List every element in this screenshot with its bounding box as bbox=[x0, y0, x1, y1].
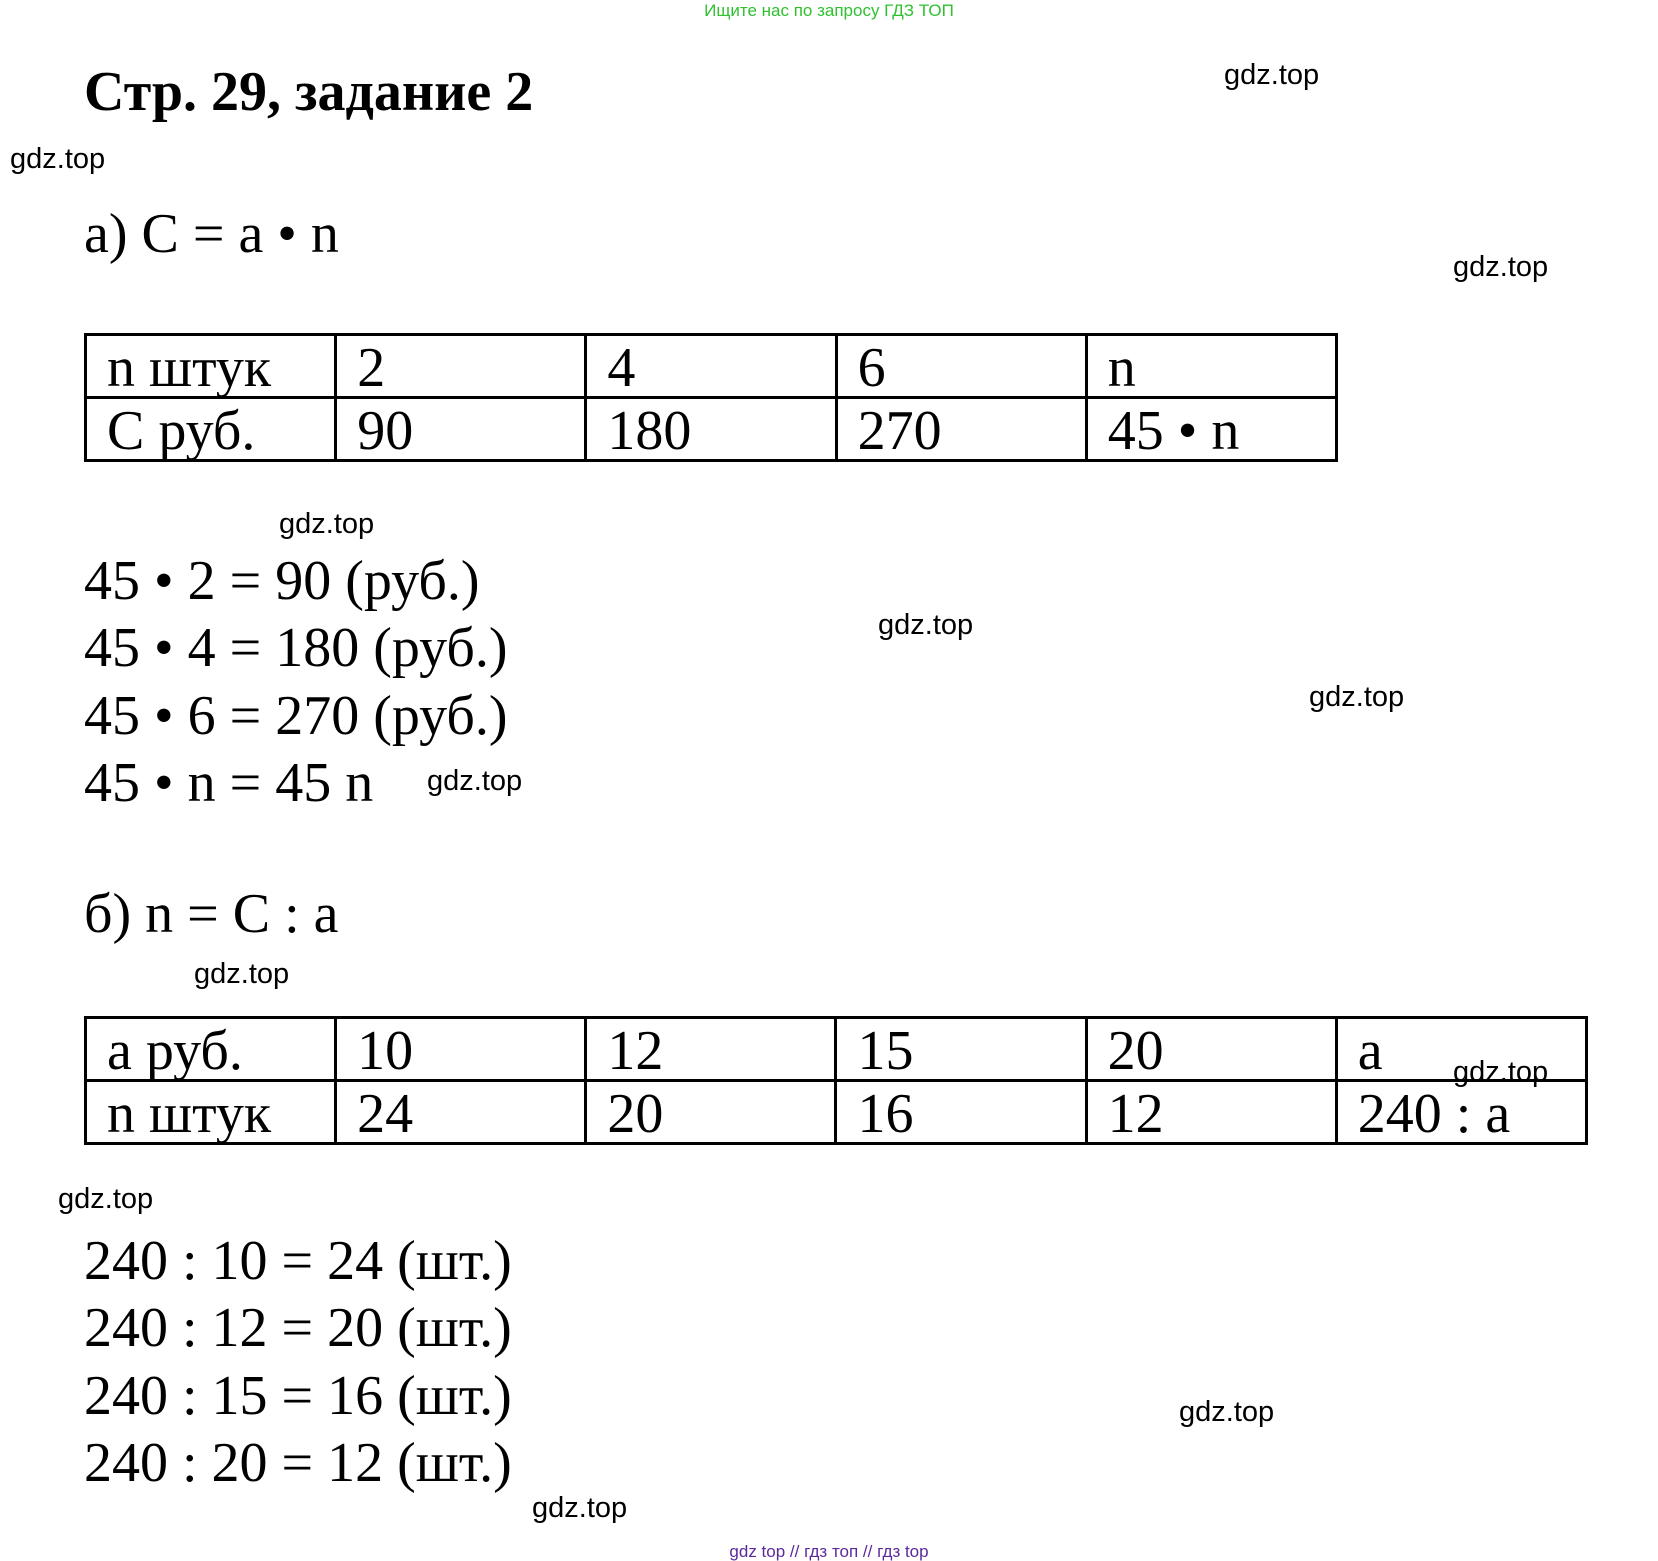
calculation-line: 45 • 2 = 90 (руб.) bbox=[84, 550, 480, 612]
table-cell: а bbox=[1336, 1018, 1586, 1081]
watermark: gdz.top bbox=[1453, 251, 1549, 283]
part-a-formula: а) С = а • n bbox=[84, 203, 339, 265]
table-cell: 270 bbox=[836, 398, 1086, 461]
table-cell: 4 bbox=[586, 335, 836, 398]
table-cell: 24 bbox=[336, 1081, 586, 1144]
footer-watermark: gdz top // гдз топ // гдз top bbox=[729, 1542, 929, 1561]
calculation-line: 240 : 10 = 24 (шт.) bbox=[84, 1230, 512, 1292]
table-row bbox=[86, 1018, 1587, 1081]
table-row bbox=[86, 1081, 1587, 1144]
table-cell: 90 bbox=[336, 398, 586, 461]
table-cell: 15 bbox=[836, 1018, 1086, 1081]
table-cell: 2 bbox=[336, 335, 586, 398]
table-cell: n штук bbox=[86, 1081, 336, 1144]
part-a-table bbox=[84, 333, 1338, 462]
part-b-table bbox=[84, 1016, 1588, 1145]
calculation-line: 240 : 12 = 20 (шт.) bbox=[84, 1297, 512, 1359]
table-cell: а руб. bbox=[86, 1018, 336, 1081]
watermark: gdz.top bbox=[427, 765, 523, 797]
table-row bbox=[86, 398, 1337, 461]
page-title: Стр. 29, задание 2 bbox=[84, 61, 534, 123]
calculation-line: 45 • 4 = 180 (руб.) bbox=[84, 617, 508, 679]
table-cell: 6 bbox=[836, 335, 1086, 398]
search-hint-banner: Ищите нас по запросу ГДЗ ТОП bbox=[704, 1, 954, 20]
table-cell: 12 bbox=[586, 1018, 836, 1081]
watermark: gdz.top bbox=[58, 1183, 154, 1215]
table-cell: С руб. bbox=[86, 398, 336, 461]
watermark: gdz.top bbox=[10, 143, 106, 175]
calculation-line: 240 : 15 = 16 (шт.) bbox=[84, 1365, 512, 1427]
table-cell: 20 bbox=[1086, 1018, 1336, 1081]
table-cell: n bbox=[1086, 335, 1336, 398]
table-cell: 240 : а bbox=[1336, 1081, 1586, 1144]
table-cell: 45 • n bbox=[1086, 398, 1336, 461]
calculation-line: 45 • n = 45 n bbox=[84, 752, 374, 814]
table-row bbox=[86, 335, 1337, 398]
table-cell: 20 bbox=[586, 1081, 836, 1144]
watermark: gdz.top bbox=[1309, 681, 1405, 713]
watermark: gdz.top bbox=[878, 609, 974, 641]
watermark: gdz.top bbox=[279, 508, 375, 540]
watermark: gdz.top bbox=[1179, 1396, 1275, 1428]
calculation-line: 45 • 6 = 270 (руб.) bbox=[84, 685, 508, 747]
table-cell: 180 bbox=[586, 398, 836, 461]
calculation-line: 240 : 20 = 12 (шт.) bbox=[84, 1432, 512, 1494]
watermark: gdz.top bbox=[194, 958, 290, 990]
table-cell: 12 bbox=[1086, 1081, 1336, 1144]
watermark: gdz.top bbox=[1453, 1056, 1549, 1088]
watermark: gdz.top bbox=[532, 1492, 628, 1524]
table-cell: 10 bbox=[336, 1018, 586, 1081]
part-b-formula: б) n = С : а bbox=[84, 883, 339, 945]
table-cell: 16 bbox=[836, 1081, 1086, 1144]
watermark: gdz.top bbox=[1224, 59, 1320, 91]
table-cell: n штук bbox=[86, 335, 336, 398]
